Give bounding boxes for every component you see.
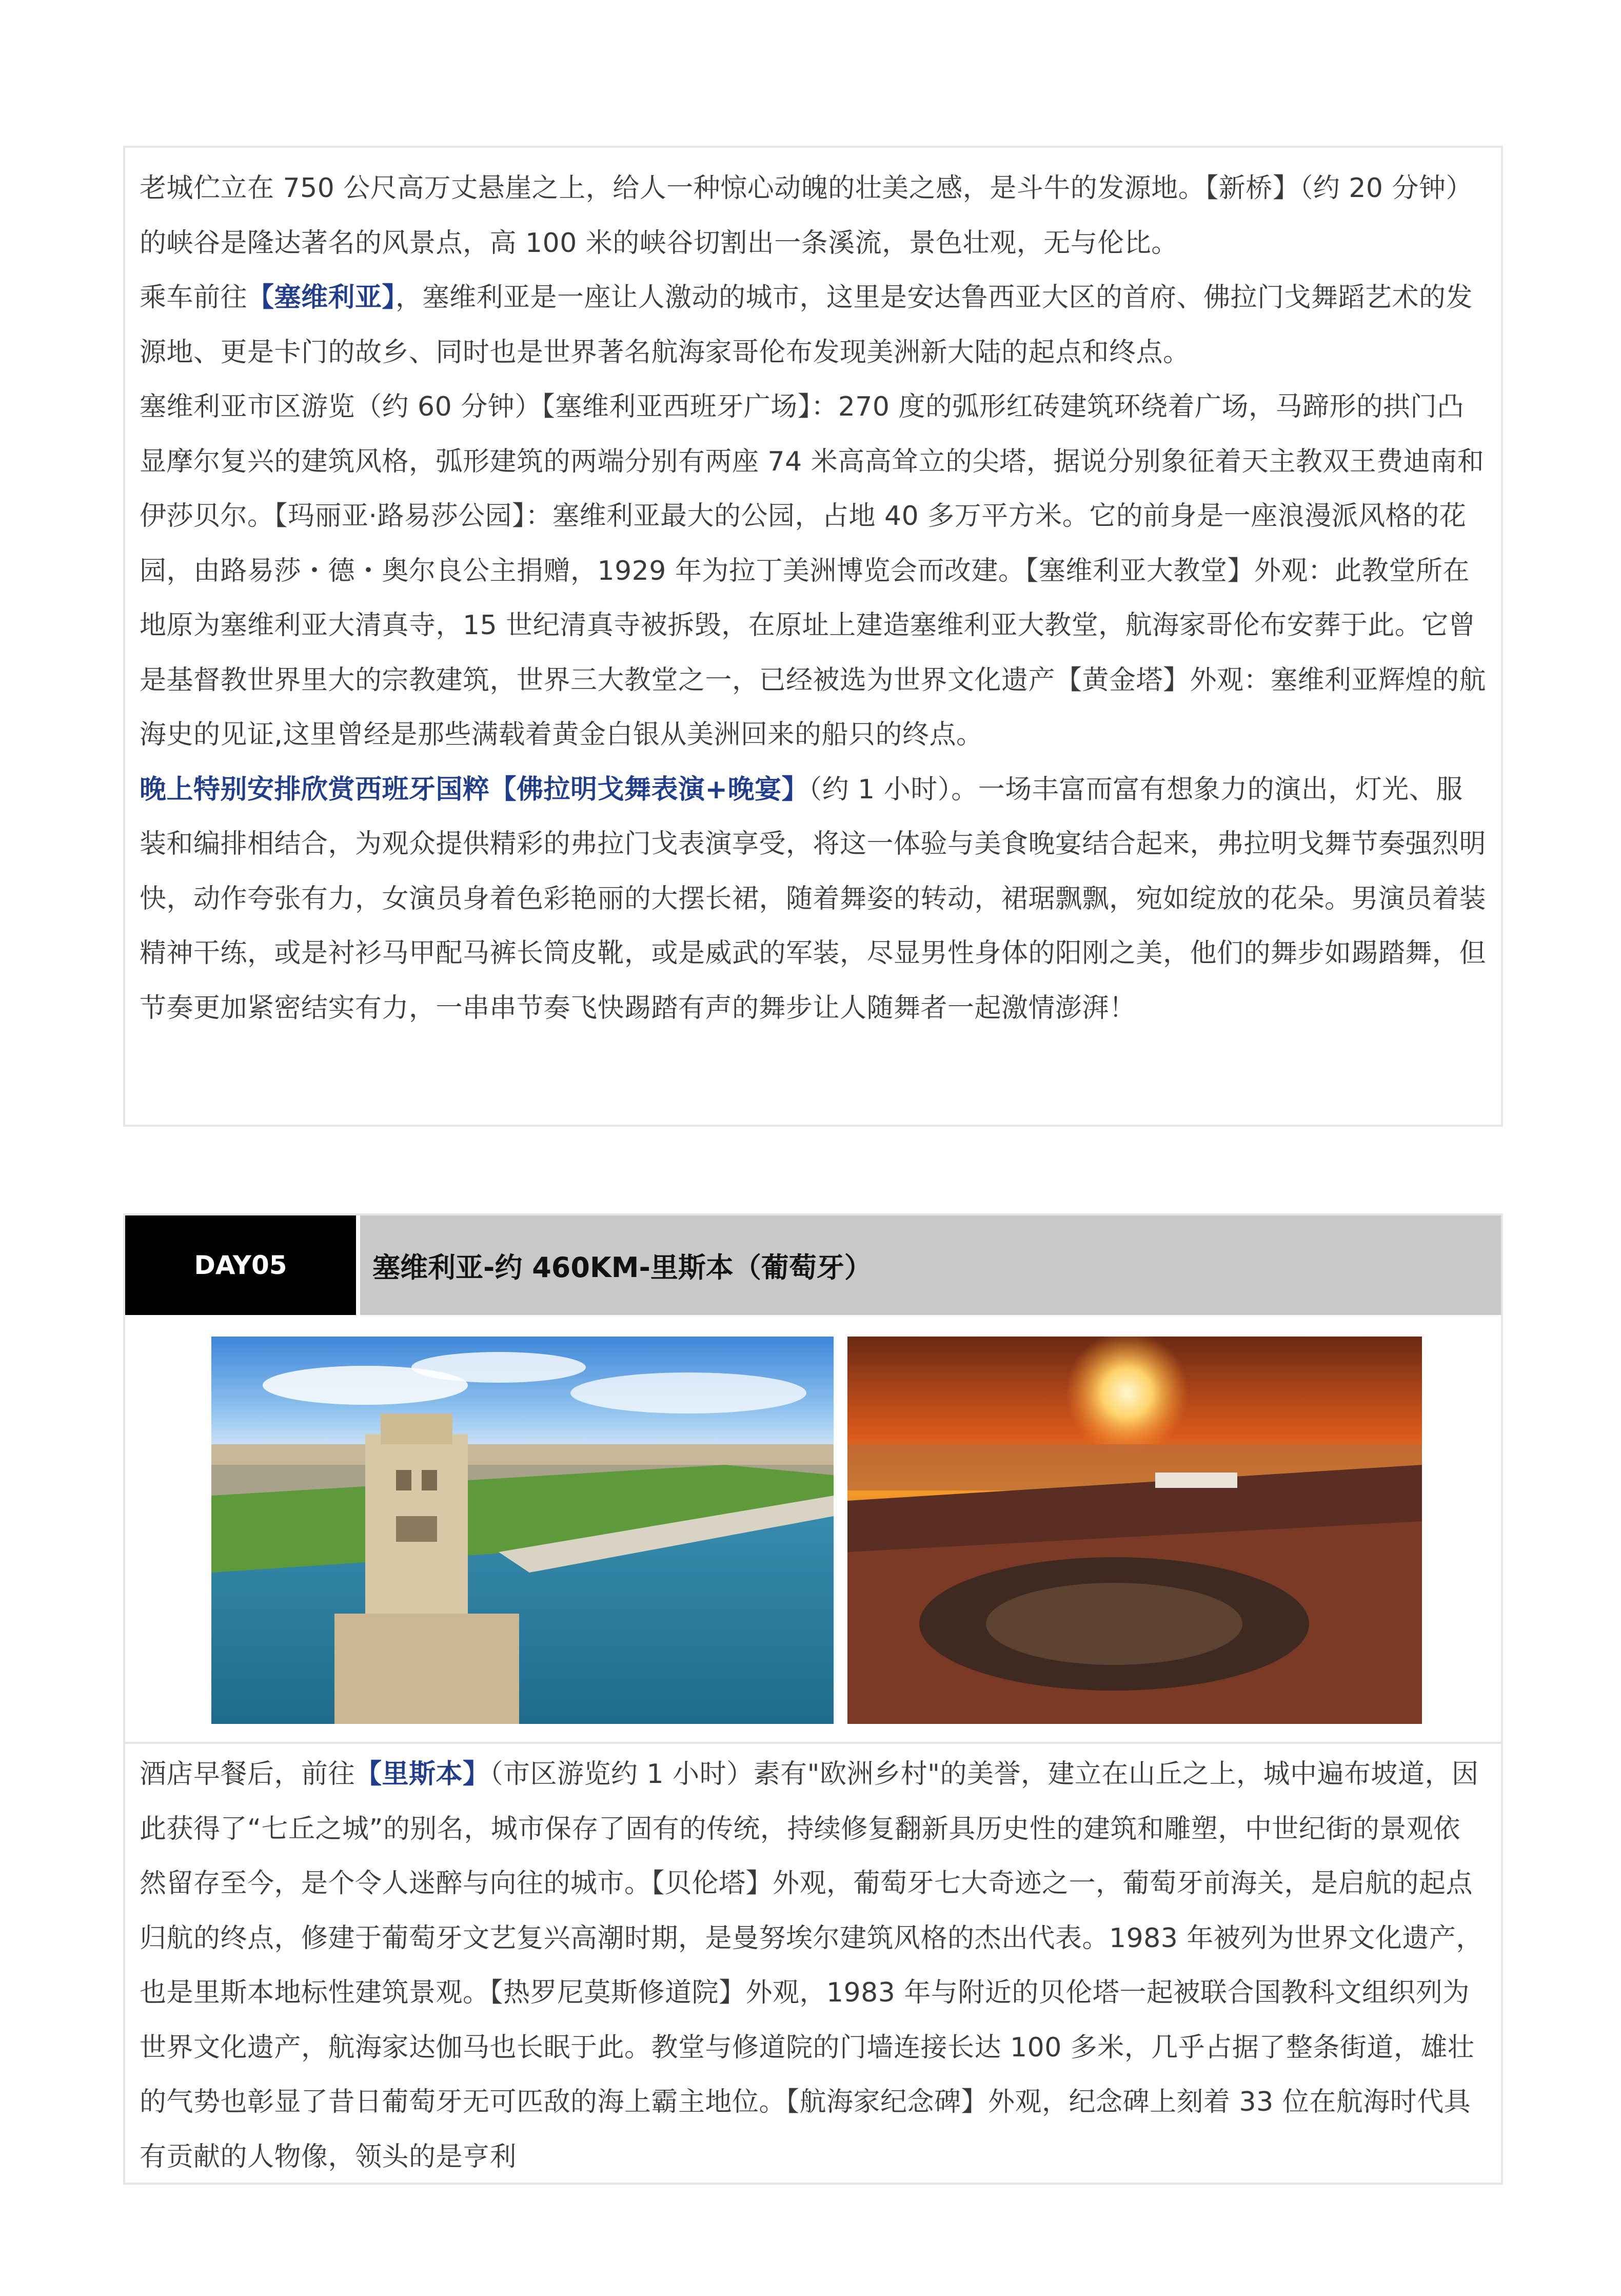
highlight-text: 【塞维利亚】 — [247, 282, 396, 313]
day-tag: DAY05 — [125, 1215, 356, 1315]
day05-description — [140, 1747, 1487, 2184]
paragraph — [140, 161, 1487, 270]
divider — [125, 1742, 1501, 1744]
body-text: （市区游览约 1 小时）素有"欧洲乡村"的美誉，建立在山丘之上，城中遍布坡道，因此获得了“七丘之城”的别名，城市保存了固有的传统，持续修复翻新具历史性的建筑和雕塑，中世纪街的景观依然留存至今，是个令人迷醉与向往的城市。【贝伦塔】外观，葡萄牙七大奇迹之一，葡萄牙前海关，是启航的起点归航的终点，修建于葡萄牙文艺复兴高潮时期，是曼努埃尔建筑风格的杰出代表。1983 年被列为世界文化遗产，也是里斯本地标性建筑景观。【热罗尼莫斯修道院】外观，1983 年与附近的贝伦塔一起被联合国教科文组织列为世界文化遗产，航海家达伽马也长眠于此。教堂与修道院的门墙连接长达 100 多米，几乎占据了整条街道，雄壮的气势也彰显了昔日葡萄牙无可匹敌的海上霸主地位。【航海家纪念碑】外观，纪念碑上刻着 33 位在航海时代具有贡献的人物像，领头的是亨利 — [140, 1759, 1483, 2172]
highlight-text: 【里斯本】 — [355, 1759, 490, 1790]
belem-tower-photo — [211, 1337, 834, 1724]
body-text: 塞维利亚市区游览（约 60 分钟）【塞维利亚西班牙广场】：270 度的弧形红砖建筑环绕着广场，马蹄形的拱门凸显摩尔复兴的建筑风格，弧形建筑的两端分别有两座 74 米高高耸立的尖塔，据说分别象征着天主教双王费迪南和伊莎贝尔。【玛丽亚·路易莎公园】：塞维利亚最大的公园，占地 40 多万平方米。它的前身是一座浪漫派风格的花园，由路易莎・德・奥尔良公主捐赠，1929 年为拉丁美洲博览会而改建。【塞维利亚大教堂】外观：此教堂所在地原为塞维利亚大清真寺，15 世纪清真寺被拆毁，在原址上建造塞维利亚大教堂，航海家哥伦布安葬于此。它曾是基督教世界里大的宗教建筑，世界三大教堂之一，已经被选为世界文化遗产【黄金塔】外观：塞维利亚辉煌的航海史的见证,这里曾经是那些满载着黄金白银从美洲回来的船只的终点。 — [140, 391, 1487, 750]
day05-header — [125, 1215, 1501, 1315]
day05-section — [123, 1213, 1503, 2185]
day-title: 塞维利亚-约 460KM-里斯本（葡萄牙） — [360, 1215, 1501, 1315]
lisbon-sunset-photo — [847, 1337, 1422, 1724]
paragraph — [140, 762, 1487, 1036]
paragraph — [140, 1747, 1487, 2184]
body-text: （约 1 小时）。一场丰富而富有想象力的演出，灯光、服装和编排相结合，为观众提供精彩的弗拉门戈表演享受，将这一体验与美食晚宴结合起来，弗拉明戈舞节奏强烈明快，动作夸张有力，女演员身着色彩艳丽的大摆长裙，随着舞姿的转动，裙琚飘飘，宛如绽放的花朵。男演员着装精神干练，或是衬衫马甲配马裤长筒皮靴，或是威武的军装，尽显男性身体的阳刚之美，他们的舞步如踢踏舞，但节奏更加紧密结实有力，一串串节奏飞快踢踏有声的舞步让人随舞者一起激情澎湃！ — [140, 774, 1487, 1024]
body-text: 乘车前往 — [140, 282, 248, 313]
body-text: 老城伫立在 750 公尺高万丈悬崖之上，给人一种惊心动魄的壮美之感，是斗牛的发源地。【新桥】（约 20 分钟）的峡谷是隆达著名的风景点，高 100 米的峡谷切割出一条溪流，景色壮观，无与伦比。 — [140, 173, 1473, 259]
highlight-text: 晚上特别安排欣赏西班牙国粹【佛拉明戈舞表演+晚宴】 — [140, 774, 809, 805]
paragraph — [140, 270, 1487, 380]
body-text: ，塞维利亚是一座让人激动的城市，这里是安达鲁西亚大区的首府、佛拉门戈舞蹈艺术的发源地、更是卡门的故乡、同时也是世界著名航海家哥伦布发现美洲新大陆的起点和终点。 — [140, 282, 1473, 368]
paragraph — [140, 380, 1487, 762]
photo-gallery — [125, 1337, 1501, 1724]
section-1-content — [140, 161, 1487, 1035]
itinerary-text-box — [123, 146, 1503, 1127]
body-text: 酒店早餐后，前往 — [140, 1759, 355, 1790]
